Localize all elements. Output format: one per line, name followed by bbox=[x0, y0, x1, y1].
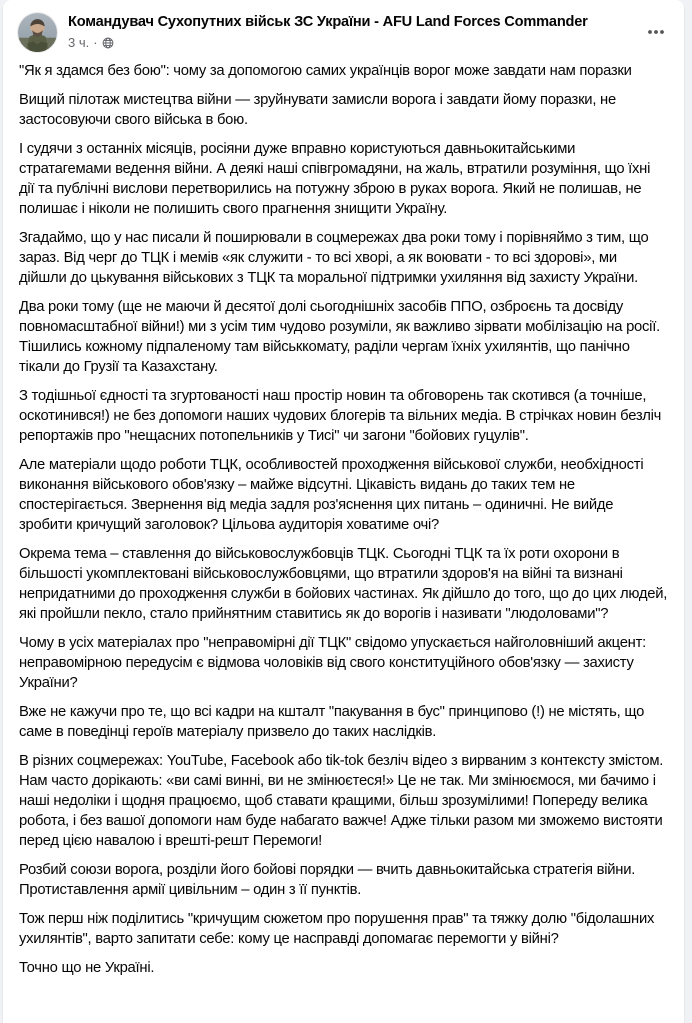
post-paragraph: Розбий союзи ворога, розділи його бойові порядки — вчить давньокитайська стратегія війни. Протиставлення армії цивільним – один з її пунктів. bbox=[19, 862, 636, 898]
more-options-button[interactable] bbox=[640, 16, 672, 48]
post-paragraph: Точно що не Україні. bbox=[19, 960, 155, 976]
timestamp[interactable]: 3 ч. bbox=[68, 35, 90, 50]
post-card bbox=[3, 0, 684, 1023]
post-meta bbox=[68, 35, 668, 51]
post-paragraph: Два роки тому (ще не маючи й десятої долі сьогоднішніх засобів ППО, озброєнь та досвіду повномасштабної війни!) ми з усім тим чудово розуміли, як важливо зірвати мобілізацію на росії. Тішились кожному підпаленому там військкомату, раділи чергам їхніх ухилянтів, що панічно тікали до Грузії та Казахстану. bbox=[19, 299, 660, 375]
post-paragraph: Вищий пілотаж мистецтва війни — зруйнувати замисли ворога і завдати йому поразки, не застосовуючи свого війська в бою. bbox=[19, 92, 616, 128]
post-paragraph: "Як я здамся без бою": чому за допомогою самих українців ворог може завдати нам поразки bbox=[19, 63, 632, 79]
avatar[interactable] bbox=[17, 12, 58, 53]
ellipsis-icon bbox=[646, 22, 666, 42]
post-paragraph: Згадаймо, що у нас писали й поширювали в соцмережах два роки тому і порівняймо з тим, що зараз. Від черг до ТЦК і мемів «як служити - то всі хворі, а як воювати - то всі здорові», ми дійшли до цькування військових з ТЦК та моральної підтримки ухиляння від захисту України. bbox=[19, 230, 649, 286]
globe-public-icon bbox=[102, 37, 114, 49]
post-paragraph: Тож перш ніж поділитись "кричущим сюжетом про порушення прав" та тяжку долю "бідолашних ухилянтів", варто запитати себе: кому це насправді допомагає перемогти у війні? bbox=[19, 911, 655, 947]
post-paragraph: Вже не кажучи про те, що всі кадри на кшталт "пакування в бус" принципово (!) не містять, що саме в поведінці героїв матеріалу призвело до таких наслідків. bbox=[19, 704, 645, 740]
post-paragraph: Чому в усіх матеріалах про "неправомірні дії ТЦК" свідомо упускається найголовніший акцент: неправомірною передусім є відмова чоловіків від свого конституційного обов'язку — захисту України? bbox=[19, 635, 646, 691]
post-paragraph: Але матеріали щодо роботи ТЦК, особливостей проходження військової служби, необхідності виконання військового обов'язку – майже відсутні. Цікавість видань до таких тем не спостерігається. Звернення від медіа задля роз'яснення цих питань – одиничні. Не вийде зробити кричущий заголовок? Цільова аудиторія ховатиме очі? bbox=[19, 457, 644, 533]
post-paragraph: З тодішньої єдності та згуртованості наш простір новин та обговорень так скотився (а точніше, оскотинився!) не без допомоги наших чудових блогерів та вільних медіа. В стрічках новин безліч репортажів про "нещасних потопельників у Тисі" чи загони "бойових гуцулів". bbox=[19, 388, 662, 444]
avatar-image bbox=[18, 13, 57, 52]
post-header bbox=[3, 0, 684, 57]
meta-separator: · bbox=[93, 35, 98, 50]
post-paragraph: Окрема тема – ставлення до військовослужбовців ТЦК. Сьогодні ТЦК та їх роти охорони в більшості укомплектовані військовослужбовцями, що втратили здоров'я на війні та визнані непридатними до проходження служби в бойових частинах. Як дійшло до того, що до цих людей, які пройшли пекло, стало прийнятним ставитись як до ворогів і називати "людоловами"? bbox=[19, 546, 668, 622]
post-paragraph: І судячи з останніх місяців, росіяни дуже вправно користуються давньокитайськими стратагемами ведення війни. А деякі наші співгромадяни, на жаль, втратили розуміння, що їхні дії та публічні вислови перетворились на потужну зброю в руках ворога. Який не полишав, не полишає і ніколи не полишить свого прагнення знищити Україну. bbox=[19, 141, 651, 217]
post-paragraph: В різних соцмережах: YouTube, Facebook або tik-tok безліч відео з вирваним з контексту змістом. Нам часто дорікають: «ви самі винні, ви не змінюєтеся!» Це не так. Ми змінюємося, ми бачимо і наші недоліки і щодня працюємо, щоб ставати кращими, більш зрозумілими! Попереду велика робота, і без вашої допомоги нам буде набагато важче! Адже тільки разом ми зможемо вистояти перед цією навалою і врешті-решт Перемоги! bbox=[19, 753, 664, 849]
author-name[interactable]: Командувач Сухопутних військ ЗС України - AFU Land Forces Commander bbox=[68, 14, 588, 30]
header-info bbox=[68, 12, 668, 51]
post-body bbox=[3, 57, 684, 994]
